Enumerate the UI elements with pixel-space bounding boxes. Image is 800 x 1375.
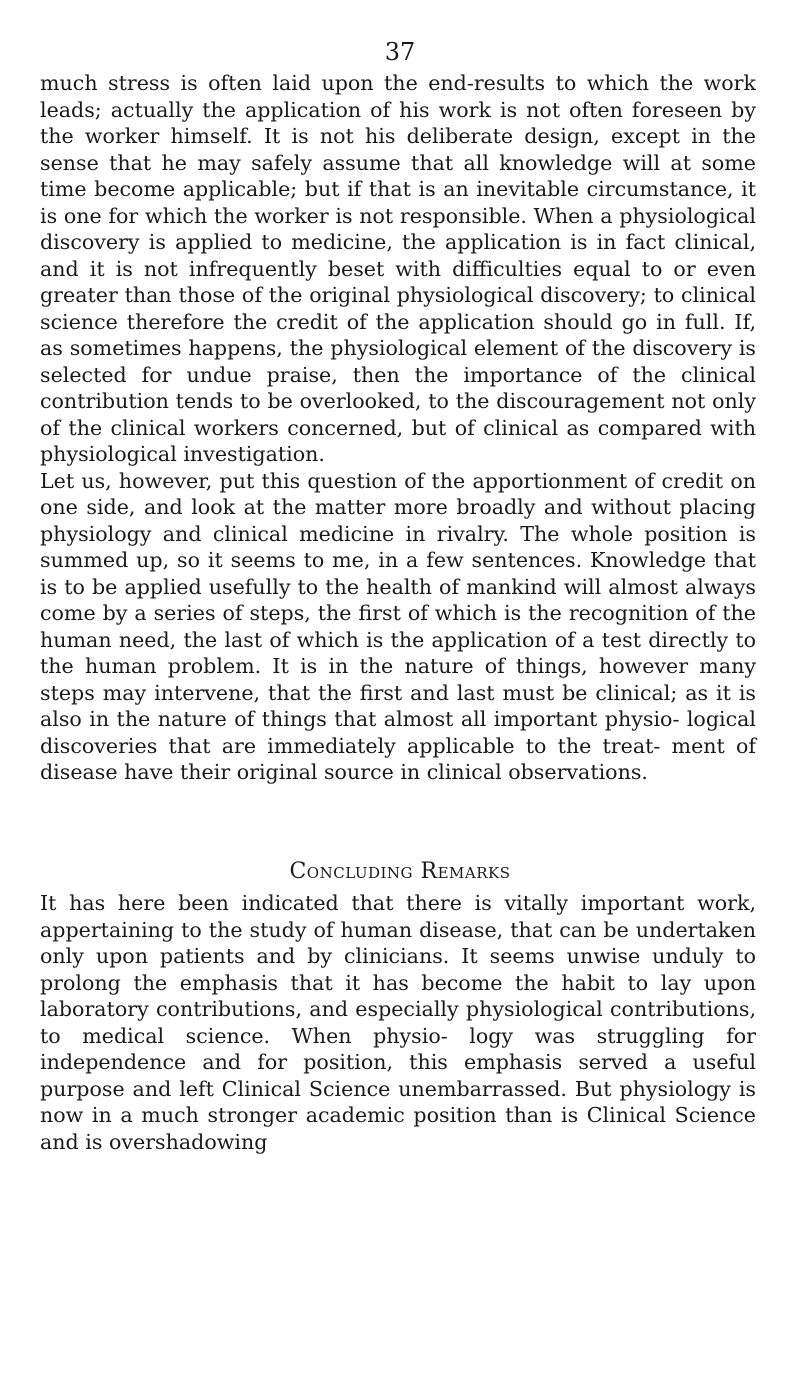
paragraph-2: Let us, however, put this question of the apportionment of credit on one side, and look at the matter more broadly and without placing physiology and clinical medicine in rivalry. The whole position is summed up, so it seems to me, in a few sentences. Knowledge that is to be applied usefully to the health of mankind will almost always come by a series of steps, the first of which is the recognition of the human need, the last of which is the application of a test directly to the human problem. It is in the nature of things, however many steps may intervene, that the first and last must be clinical; as it is also in the nature of things that almost all important physio- logical discoveries that are immediately applicable to the treat- ment of disease have their original source in clinical observations.	[40, 468, 756, 784]
body-text-lower	[40, 890, 756, 1155]
section-heading: Concluding Remarks	[289, 859, 511, 884]
page-number: 37	[384, 38, 416, 66]
body-text-upper	[40, 70, 756, 786]
paragraph-1: much stress is often laid upon the end-results to which the work leads; actually the application of his work is not often foreseen by the worker himself. It is not his deliberate design, except in the sense that he may safely assume that all knowledge will at some time become applicable; but if that is an inevitable circumstance, it is one for which the worker is not responsible. When a physiological discovery is applied to medicine, the application is in fact clinical, and it is not infrequently beset with difficulties equal to or even greater than those of the original physiological discovery; to clinical science therefore the credit of the application should go in full. If, as sometimes happens, the physiological element of the discovery is selected for undue praise, then the importance of the clinical contribution tends to be overlooked, to the discouragement not only of the clinical workers concerned, but of clinical as compared with physiological investigation.	[40, 71, 756, 466]
paragraph-3: It has here been indicated that there is vitally important work, appertaining to the study of human disease, that can be undertaken only upon patients and by clinicians. It seems unwise unduly to prolong the emphasis that it has become the habit to lay upon laboratory contributions, and especially physiological contributions, to medical science. When physio- logy was struggling for independence and for position, this emphasis served a useful purpose and left Clinical Science unembarrassed. But physiology is now in a much stronger academic position than is Clinical Science and is overshadowing	[40, 891, 756, 1154]
